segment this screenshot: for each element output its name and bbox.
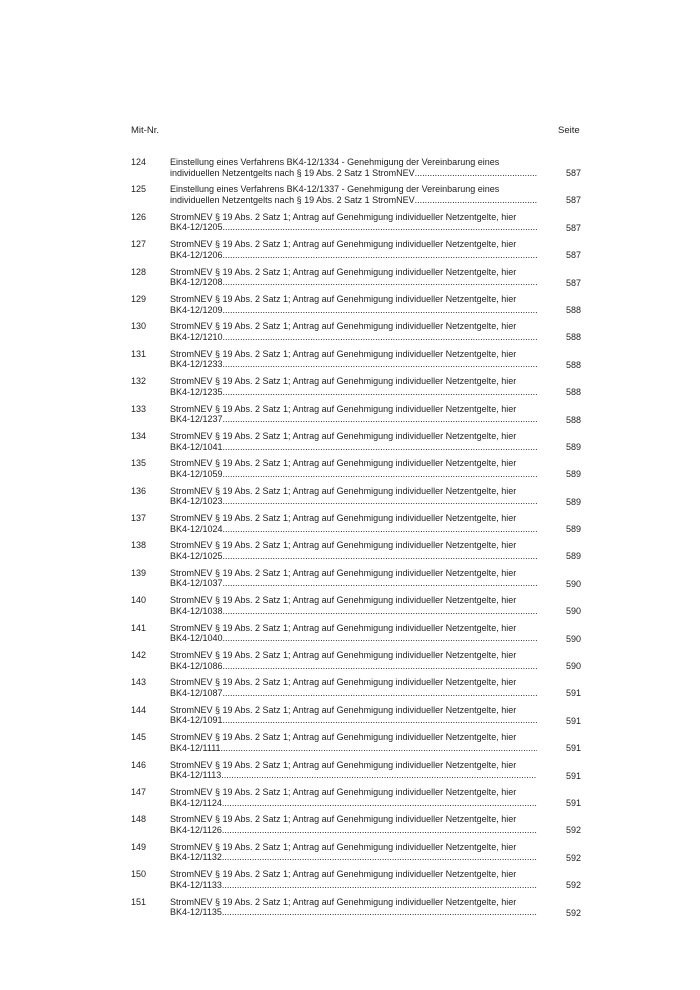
entry-title	[170, 513, 537, 534]
entry-title-line-2	[170, 551, 537, 562]
entry-title-line-2	[170, 387, 537, 398]
entry-page-number: 588	[565, 332, 581, 343]
entry-page-number: 589	[565, 496, 581, 507]
entry-page-number: 589	[565, 524, 581, 535]
entry-title-line-1: StromNEV § 19 Abs. 2 Satz 1; Antrag auf Genehmigung individueller Netzentgelte, hier	[170, 458, 517, 469]
list-item	[131, 431, 581, 458]
entry-title	[170, 321, 537, 342]
entry-title-line-1: StromNEV § 19 Abs. 2 Satz 1; Antrag auf Genehmigung individueller Netzentgelte, hier	[170, 376, 517, 387]
entry-title-line-1: Einstellung eines Verfahrens BK4-12/1337 - Genehmigung der Vereinbarung eines	[170, 184, 500, 195]
entry-title-line-1: StromNEV § 19 Abs. 2 Satz 1; Antrag auf Genehmigung individueller Netzentgelte, hier	[170, 485, 517, 496]
entry-title-line-1: StromNEV § 19 Abs. 2 Satz 1; Antrag auf Genehmigung individueller Netzentgelte, hier	[170, 650, 517, 661]
entry-title-line-2	[170, 359, 537, 370]
dot-leader	[223, 469, 537, 480]
dot-leader	[221, 770, 537, 781]
entry-page-number: 589	[565, 441, 581, 452]
entry-title	[170, 787, 537, 808]
entry-title-line-1: StromNEV § 19 Abs. 2 Satz 1; Antrag auf Genehmigung individueller Netzentgelte, hier	[170, 704, 517, 715]
entry-page-number: 589	[565, 551, 581, 562]
entry-title-line-2-text: BK4-12/1086	[170, 660, 223, 671]
entry-title-line-1: StromNEV § 19 Abs. 2 Satz 1; Antrag auf Genehmigung individueller Netzentgelte, hier	[170, 896, 517, 907]
entry-title-line-2-text: BK4-12/1023	[170, 496, 223, 507]
entry-title-line-2	[170, 770, 537, 781]
entry-number: 130	[131, 321, 147, 332]
list-item	[131, 212, 581, 239]
entry-page-number: 587	[565, 277, 581, 288]
list-item	[131, 486, 581, 513]
dot-leader	[222, 852, 537, 863]
entry-title-line-2-text: BK4-12/1038	[170, 605, 223, 616]
dot-leader	[223, 633, 537, 644]
dot-leader	[222, 825, 537, 836]
entry-title	[170, 157, 537, 178]
entry-title	[170, 568, 537, 589]
entry-title	[170, 869, 537, 890]
entry-number: 151	[131, 896, 147, 907]
entry-page-number: 592	[565, 852, 581, 863]
list-item	[131, 623, 581, 650]
entry-page-number: 588	[565, 387, 581, 398]
entry-title	[170, 212, 537, 233]
list-item	[131, 732, 581, 759]
entry-page-number: 589	[565, 469, 581, 480]
dot-leader	[223, 606, 537, 617]
entry-title-line-2	[170, 633, 537, 644]
entry-page-number: 590	[565, 633, 581, 644]
entry-title	[170, 376, 537, 397]
entry-title	[170, 595, 537, 616]
entry-title-line-2	[170, 688, 537, 699]
entry-page-number: 590	[565, 606, 581, 617]
entry-number: 131	[131, 348, 147, 359]
entry-title-line-1: StromNEV § 19 Abs. 2 Satz 1; Antrag auf Genehmigung individueller Netzentgelte, hier	[170, 677, 517, 688]
entry-number: 135	[131, 458, 147, 469]
entry-page-number: 588	[565, 304, 581, 315]
entry-page-number: 592	[565, 825, 581, 836]
dot-leader	[223, 661, 537, 672]
entry-number: 141	[131, 622, 147, 633]
entry-title-line-2-text: BK4-12/1126	[170, 824, 222, 835]
entry-title-line-2-text: individuellen Netzentgelts nach § 19 Abs. 2 Satz 1 StromNEV	[170, 167, 415, 178]
entry-page-number: 591	[565, 743, 581, 754]
entry-title-line-1: StromNEV § 19 Abs. 2 Satz 1; Antrag auf Genehmigung individueller Netzentgelte, hier	[170, 403, 517, 414]
list-item	[131, 294, 581, 321]
entry-number: 127	[131, 239, 147, 250]
entry-title	[170, 732, 537, 753]
list-item	[131, 897, 581, 924]
entry-title	[170, 184, 537, 205]
entry-title-line-1: StromNEV § 19 Abs. 2 Satz 1; Antrag auf Genehmigung individueller Netzentgelte, hier	[170, 321, 517, 332]
entry-number: 139	[131, 567, 147, 578]
list-item	[131, 650, 581, 677]
entry-number: 125	[131, 184, 147, 195]
list-item	[131, 184, 581, 211]
list-item	[131, 705, 581, 732]
list-item	[131, 404, 581, 431]
entry-title-line-2	[170, 195, 537, 206]
entry-title	[170, 486, 537, 507]
entry-title-line-1: Einstellung eines Verfahrens BK4-12/1334 - Genehmigung der Vereinbarung eines	[170, 157, 500, 167]
entry-number: 128	[131, 266, 147, 277]
entry-title-line-2-text: BK4-12/1133	[170, 879, 222, 890]
list-item	[131, 869, 581, 896]
entry-number: 143	[131, 677, 147, 688]
entry-title-line-1: StromNEV § 19 Abs. 2 Satz 1; Antrag auf Genehmigung individueller Netzentgelte, hier	[170, 732, 517, 743]
entry-title	[170, 294, 537, 315]
entry-number: 129	[131, 293, 147, 304]
list-item	[131, 513, 581, 540]
dot-leader	[223, 496, 537, 507]
list-item	[131, 239, 581, 266]
dot-leader	[223, 688, 537, 699]
entry-title-line-1: StromNEV § 19 Abs. 2 Satz 1; Antrag auf Genehmigung individueller Netzentgelte, hier	[170, 869, 517, 880]
dot-leader	[222, 880, 537, 891]
entry-number: 150	[131, 869, 147, 880]
entry-title-line-1: StromNEV § 19 Abs. 2 Satz 1; Antrag auf Genehmigung individueller Netzentgelte, hier	[170, 595, 517, 606]
entry-title-line-1: StromNEV § 19 Abs. 2 Satz 1; Antrag auf Genehmigung individueller Netzentgelte, hier	[170, 513, 517, 524]
entry-title-line-2-text: BK4-12/1237	[170, 414, 223, 425]
entry-number: 132	[131, 376, 147, 387]
entry-title-line-2-text: BK4-12/1235	[170, 386, 223, 397]
entry-page-number: 590	[565, 661, 581, 672]
entry-number: 145	[131, 732, 147, 743]
list-item	[131, 267, 581, 294]
dot-leader	[223, 414, 537, 425]
dot-leader	[223, 222, 537, 233]
entry-number: 146	[131, 759, 147, 770]
dot-leader	[223, 250, 537, 261]
entry-title-line-2-text: individuellen Netzentgelts nach § 19 Abs. 2 Satz 1 StromNEV	[170, 194, 415, 205]
entry-number: 133	[131, 403, 147, 414]
list-item	[131, 842, 581, 869]
entry-title-line-2	[170, 524, 537, 535]
dot-leader	[415, 168, 537, 179]
entry-number: 126	[131, 211, 147, 222]
entry-title-line-1: StromNEV § 19 Abs. 2 Satz 1; Antrag auf Genehmigung individueller Netzentgelte, hier	[170, 211, 517, 222]
entry-title-line-1: StromNEV § 19 Abs. 2 Satz 1; Antrag auf Genehmigung individueller Netzentgelte, hier	[170, 348, 517, 359]
entry-number: 134	[131, 430, 147, 441]
dot-leader	[223, 359, 537, 370]
entry-title-line-2	[170, 469, 537, 480]
entry-number: 148	[131, 814, 147, 825]
list-item	[131, 376, 581, 403]
entry-title	[170, 540, 537, 561]
entry-title-line-2	[170, 743, 537, 754]
entry-title-line-2-text: BK4-12/1041	[170, 441, 223, 452]
dot-leader	[222, 798, 537, 809]
entry-number: 147	[131, 786, 147, 797]
list-item	[131, 568, 581, 595]
entry-title-line-2-text: BK4-12/1205	[170, 222, 223, 233]
list-item	[131, 787, 581, 814]
entry-title-line-2-text: BK4-12/1091	[170, 715, 223, 726]
entry-title	[170, 431, 537, 452]
entry-title-line-2-text: BK4-12/1037	[170, 578, 223, 589]
entry-title-line-2	[170, 496, 537, 507]
entry-title	[170, 349, 537, 370]
dot-leader	[223, 332, 537, 343]
entry-page-number: 587	[565, 195, 581, 206]
entry-title-line-2	[170, 277, 537, 288]
entry-page-number: 591	[565, 770, 581, 781]
entry-title-line-2	[170, 250, 537, 261]
entry-title-line-2-text: BK4-12/1113	[170, 770, 222, 781]
entry-number: 137	[131, 513, 147, 524]
dot-leader	[223, 524, 537, 535]
list-item	[131, 349, 581, 376]
dot-leader	[223, 387, 537, 398]
entry-page-number: 591	[565, 715, 581, 726]
entry-title-line-1: StromNEV § 19 Abs. 2 Satz 1; Antrag auf Genehmigung individueller Netzentgelte, hier	[170, 841, 517, 852]
entry-title	[170, 404, 537, 425]
entry-number: 136	[131, 485, 147, 496]
entry-title-line-2-text: BK4-12/1025	[170, 551, 223, 562]
list-item	[131, 458, 581, 485]
entry-title-line-2	[170, 414, 537, 425]
entry-title	[170, 842, 537, 863]
entry-title	[170, 650, 537, 671]
entry-title-line-1: StromNEV § 19 Abs. 2 Satz 1; Antrag auf Genehmigung individueller Netzentgelte, hier	[170, 786, 517, 797]
entry-title-line-1: StromNEV § 19 Abs. 2 Satz 1; Antrag auf Genehmigung individueller Netzentgelte, hier	[170, 266, 517, 277]
list-item	[131, 760, 581, 787]
entry-title	[170, 677, 537, 698]
entry-title-line-1: StromNEV § 19 Abs. 2 Satz 1; Antrag auf Genehmigung individueller Netzentgelte, hier	[170, 293, 517, 304]
entry-title-line-2-text: BK4-12/1135	[170, 907, 222, 918]
table-of-contents	[131, 157, 581, 924]
entry-number: 149	[131, 841, 147, 852]
entry-title-line-2-text: BK4-12/1209	[170, 304, 223, 315]
entry-title	[170, 267, 537, 288]
entry-title-line-2-text: BK4-12/1233	[170, 359, 223, 370]
entry-title-line-2	[170, 825, 537, 836]
list-item	[131, 321, 581, 348]
entry-number: 140	[131, 595, 147, 606]
dot-leader	[223, 715, 537, 726]
entry-title-line-2-text: BK4-12/1040	[170, 633, 223, 644]
entry-page-number: 587	[565, 168, 581, 178]
entry-title-line-1: StromNEV § 19 Abs. 2 Satz 1; Antrag auf Genehmigung individueller Netzentgelte, hier	[170, 540, 517, 551]
entry-page-number: 591	[565, 797, 581, 808]
dot-leader	[223, 277, 537, 288]
entry-title-line-2	[170, 798, 537, 809]
entry-title-line-1: StromNEV § 19 Abs. 2 Satz 1; Antrag auf Genehmigung individueller Netzentgelte, hier	[170, 239, 517, 250]
list-item	[131, 540, 581, 567]
entry-title	[170, 239, 537, 260]
entry-title	[170, 458, 537, 479]
entry-title-line-2-text: BK4-12/1210	[170, 331, 223, 342]
entry-page-number: 592	[565, 880, 581, 891]
list-item	[131, 595, 581, 622]
entry-title-line-2	[170, 222, 537, 233]
entry-title-line-2	[170, 907, 537, 918]
entry-title-line-2	[170, 305, 537, 316]
entry-title-line-2-text: BK4-12/1024	[170, 523, 223, 534]
entry-title	[170, 705, 537, 726]
entry-title-line-2	[170, 661, 537, 672]
entry-page-number: 588	[565, 414, 581, 425]
entry-title	[170, 897, 537, 918]
entry-title-line-2	[170, 715, 537, 726]
entry-number: 138	[131, 540, 147, 551]
entry-title-line-2	[170, 442, 537, 453]
dot-leader	[415, 195, 537, 206]
entry-page-number: 591	[565, 688, 581, 699]
entry-number: 144	[131, 704, 147, 715]
entry-title-line-2-text: BK4-12/1132	[170, 852, 222, 863]
dot-leader	[221, 743, 537, 754]
entry-title-line-1: StromNEV § 19 Abs. 2 Satz 1; Antrag auf Genehmigung individueller Netzentgelte, hier	[170, 430, 517, 441]
entry-title	[170, 814, 537, 835]
entry-title-line-2-text: BK4-12/1111	[170, 742, 221, 753]
entry-title-line-2-text: BK4-12/1206	[170, 249, 223, 260]
entry-title-line-1: StromNEV § 19 Abs. 2 Satz 1; Antrag auf Genehmigung individueller Netzentgelte, hier	[170, 567, 517, 578]
entry-number: 124	[131, 157, 147, 167]
entry-title-line-2	[170, 852, 537, 863]
entry-title-line-1: StromNEV § 19 Abs. 2 Satz 1; Antrag auf Genehmigung individueller Netzentgelte, hier	[170, 759, 517, 770]
entry-title-line-2	[170, 332, 537, 343]
entry-title-line-1: StromNEV § 19 Abs. 2 Satz 1; Antrag auf Genehmigung individueller Netzentgelte, hier	[170, 622, 517, 633]
entry-title-line-2-text: BK4-12/1059	[170, 468, 223, 479]
entry-title-line-2	[170, 606, 537, 617]
list-item	[131, 814, 581, 841]
list-item	[131, 677, 581, 704]
entry-page-number: 588	[565, 359, 581, 370]
entry-title	[170, 760, 537, 781]
entry-title-line-2-text: BK4-12/1087	[170, 688, 223, 699]
dot-leader	[223, 578, 537, 589]
dot-leader	[222, 907, 537, 918]
entry-title	[170, 623, 537, 644]
entry-title-line-2-text: BK4-12/1124	[170, 797, 222, 808]
column-header-number: Mit-Nr.	[131, 125, 159, 136]
entry-page-number: 587	[565, 222, 581, 233]
entry-page-number: 587	[565, 250, 581, 261]
entry-title-line-1: StromNEV § 19 Abs. 2 Satz 1; Antrag auf Genehmigung individueller Netzentgelte, hier	[170, 814, 517, 825]
entry-title-line-2	[170, 168, 537, 179]
entry-title-line-2-text: BK4-12/1208	[170, 277, 223, 288]
entry-number: 142	[131, 650, 147, 661]
list-item	[131, 157, 581, 184]
entry-title-line-2	[170, 880, 537, 891]
entry-page-number: 590	[565, 578, 581, 589]
dot-leader	[223, 551, 537, 562]
entry-title-line-2	[170, 578, 537, 589]
entry-page-number: 592	[565, 907, 581, 918]
column-header-page: Seite	[558, 125, 580, 136]
dot-leader	[223, 442, 537, 453]
dot-leader	[223, 305, 537, 316]
